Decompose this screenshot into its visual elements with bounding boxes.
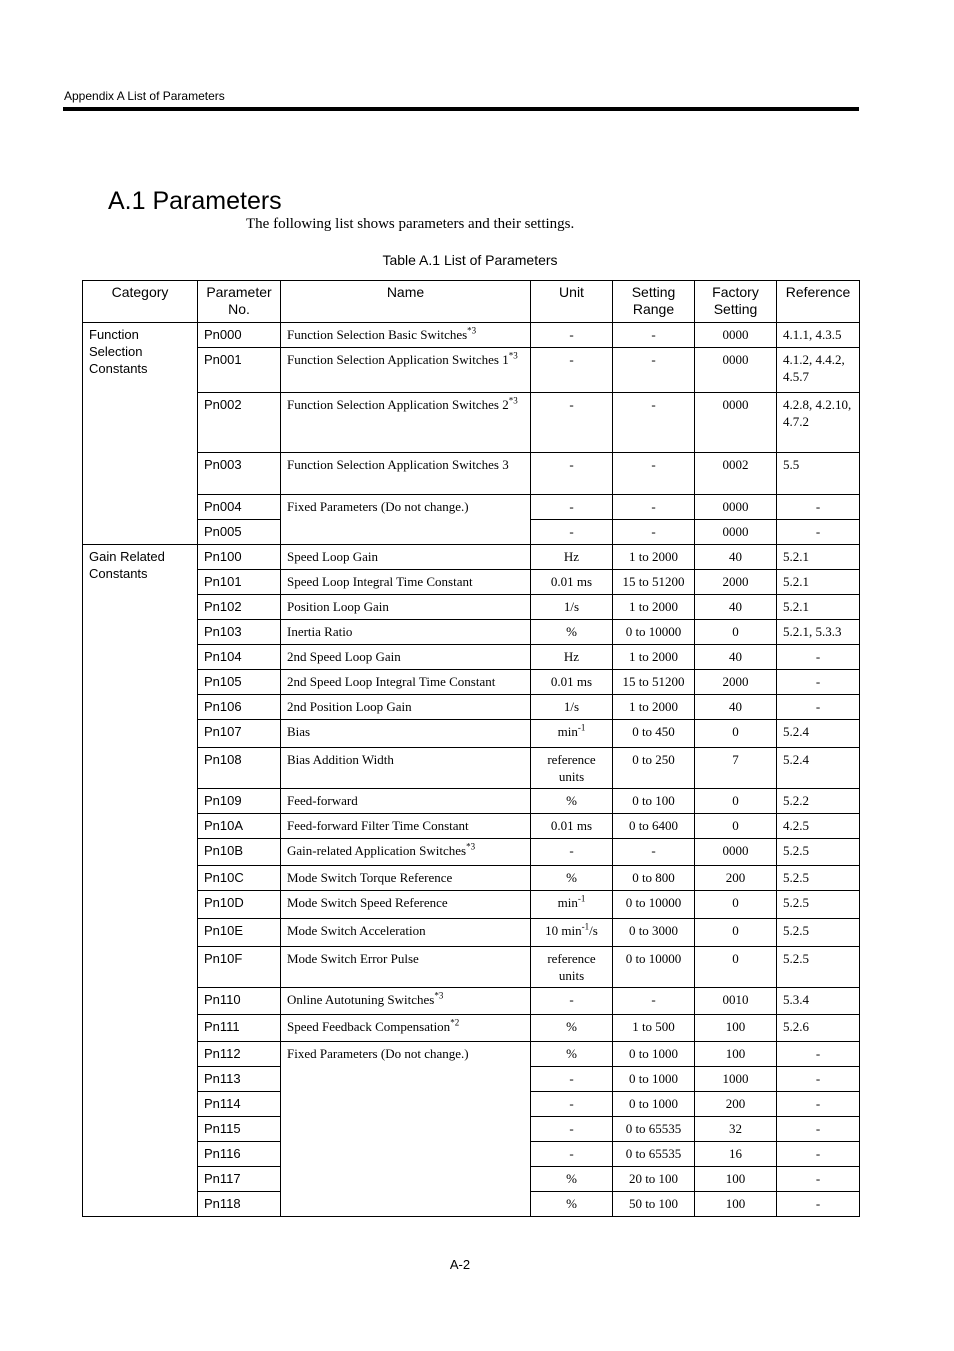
unit-text: % [566, 1171, 577, 1186]
table-row [83, 988, 860, 1015]
unit-tail: /s [589, 923, 598, 938]
parameter-name-cell [281, 988, 531, 1015]
setting-range-cell: - [613, 348, 695, 393]
reference-cell: 5.5 [777, 453, 860, 495]
parameter-name: Bias [287, 724, 311, 739]
unit-cell [531, 866, 613, 891]
parameter-no-cell: Pn10D [198, 891, 281, 919]
parameter-no-cell: Pn106 [198, 695, 281, 720]
unit-cell [531, 720, 613, 748]
unit-cell [531, 1142, 613, 1167]
reference-cell: - [777, 670, 860, 695]
unit-text: - [569, 1096, 574, 1111]
setting-range-cell: 0 to 1000 [613, 1042, 695, 1067]
reference-cell: 5.2.4 [777, 748, 860, 789]
parameter-no-cell: Pn003 [198, 453, 281, 495]
parameter-name: Fixed Parameters (Do not change.) [287, 1046, 469, 1061]
footnote-marker: *3 [508, 350, 518, 361]
unit-exponent: -1 [577, 893, 586, 904]
unit-text: 1/s [563, 699, 580, 714]
unit-cell [531, 1092, 613, 1117]
setting-range-cell: 0 to 3000 [613, 919, 695, 947]
parameter-name: Mode Switch Error Pulse [287, 951, 419, 966]
parameter-name: Feed-forward Filter Time Constant [287, 818, 469, 833]
unit-text: 0.01 ms [550, 574, 593, 589]
category-line: Gain Related [89, 549, 165, 564]
unit-text: - [569, 1146, 574, 1161]
parameter-name-cell [281, 814, 531, 839]
unit-text: % [566, 1019, 577, 1034]
setting-range-cell: 0 to 10000 [613, 947, 695, 988]
category-cell-function [83, 323, 198, 545]
unit-text: reference units [547, 752, 596, 784]
setting-range-cell: 1 to 2000 [613, 595, 695, 620]
table-row [83, 814, 860, 839]
parameter-no-cell: Pn110 [198, 988, 281, 1015]
parameter-name-cell [281, 620, 531, 645]
factory-setting-cell: 0000 [695, 393, 777, 453]
parameter-no-cell: Pn101 [198, 570, 281, 595]
parameter-name-cell [281, 645, 531, 670]
table-body [83, 323, 860, 1217]
setting-range-cell: 1 to 500 [613, 1015, 695, 1042]
factory-setting-cell: 0 [695, 720, 777, 748]
parameter-no-cell: Pn118 [198, 1192, 281, 1217]
reference-cell: 5.2.5 [777, 839, 860, 866]
table-row [83, 919, 860, 947]
factory-setting-cell: 100 [695, 1192, 777, 1217]
setting-range-cell: - [613, 520, 695, 545]
table-row [83, 866, 860, 891]
setting-range-cell: 0 to 65535 [613, 1142, 695, 1167]
unit-text: - [569, 524, 574, 539]
factory-setting-cell: 0000 [695, 495, 777, 520]
table-row [83, 695, 860, 720]
parameter-no-cell: Pn005 [198, 520, 281, 545]
setting-range-cell: - [613, 323, 695, 348]
parameter-name: Online Autotuning Switches [287, 992, 435, 1007]
unit-cell [531, 1167, 613, 1192]
unit-text: - [569, 1071, 574, 1086]
header-reference: Reference [777, 281, 860, 323]
reference-cell: - [777, 1142, 860, 1167]
footnote-marker: *3 [434, 990, 444, 1001]
table-row [83, 495, 860, 520]
unit-text: % [566, 870, 577, 885]
factory-setting-cell: 0002 [695, 453, 777, 495]
footnote-marker: *2 [450, 1017, 460, 1028]
header-rule [63, 107, 859, 111]
setting-range-cell: 50 to 100 [613, 1192, 695, 1217]
factory-setting-cell: 32 [695, 1117, 777, 1142]
factory-setting-cell: 0000 [695, 348, 777, 393]
parameter-name: Speed Loop Gain [287, 549, 378, 564]
parameter-name-cell [281, 789, 531, 814]
table-row [83, 545, 860, 570]
parameter-name-cell [281, 866, 531, 891]
setting-range-cell: - [613, 495, 695, 520]
reference-cell: 5.2.1, 5.3.3 [777, 620, 860, 645]
unit-exponent: -1 [577, 722, 586, 733]
factory-setting-cell: 100 [695, 1167, 777, 1192]
parameter-no-cell: Pn10A [198, 814, 281, 839]
unit-cell [531, 988, 613, 1015]
table-row [83, 570, 860, 595]
parameter-no-cell: Pn103 [198, 620, 281, 645]
setting-range-cell: 0 to 450 [613, 720, 695, 748]
unit-cell [531, 1117, 613, 1142]
table-row [83, 620, 860, 645]
factory-setting-cell: 100 [695, 1015, 777, 1042]
header-parameter-no-line2: No. [228, 301, 250, 317]
unit-exponent: -1 [581, 921, 590, 932]
header-setting-range-line1: Setting [631, 284, 676, 300]
parameter-no-cell: Pn10E [198, 919, 281, 947]
setting-range-cell: 15 to 51200 [613, 670, 695, 695]
table-row [83, 453, 860, 495]
factory-setting-cell: 2000 [695, 570, 777, 595]
footnote-marker: *3 [508, 395, 518, 406]
factory-setting-cell: 7 [695, 748, 777, 789]
header-name: Name [281, 281, 531, 323]
unit-text: 0.01 ms [550, 818, 593, 833]
header-factory-setting-line1: Factory [712, 284, 759, 300]
reference-cell: 5.2.5 [777, 947, 860, 988]
reference-cell: 5.2.1 [777, 545, 860, 570]
parameter-name-cell [281, 891, 531, 919]
parameter-no-cell: Pn114 [198, 1092, 281, 1117]
unit-text: reference units [547, 951, 596, 983]
table-row [83, 393, 860, 453]
parameter-name: Fixed Parameters (Do not change.) [287, 499, 469, 514]
unit-cell [531, 348, 613, 393]
unit-cell [531, 1067, 613, 1092]
unit-cell [531, 670, 613, 695]
reference-cell: 5.2.5 [777, 866, 860, 891]
unit-cell [531, 545, 613, 570]
unit-text: - [569, 397, 574, 412]
unit-cell [531, 570, 613, 595]
unit-cell [531, 839, 613, 866]
reference-cell: 4.1.1, 4.3.5 [777, 323, 860, 348]
table-row [83, 789, 860, 814]
parameter-name: Position Loop Gain [287, 599, 389, 614]
unit-cell [531, 1042, 613, 1067]
intro-text: The following list shows parameters and their settings. [246, 216, 575, 232]
factory-setting-cell: 0 [695, 789, 777, 814]
parameter-no-cell: Pn004 [198, 495, 281, 520]
page-number: A-2 [449, 1257, 471, 1272]
factory-setting-cell: 0 [695, 947, 777, 988]
reference-cell: - [777, 495, 860, 520]
header-parameter-no [198, 281, 281, 323]
unit-text: - [569, 352, 574, 367]
setting-range-cell: 0 to 800 [613, 866, 695, 891]
setting-range-cell: 0 to 1000 [613, 1067, 695, 1092]
unit-cell [531, 595, 613, 620]
reference-cell: - [777, 1192, 860, 1217]
parameter-name: Inertia Ratio [287, 624, 353, 639]
factory-setting-cell: 40 [695, 695, 777, 720]
parameter-name: Bias Addition Width [287, 752, 394, 767]
table-row [83, 348, 860, 393]
unit-text: % [566, 793, 577, 808]
unit-cell [531, 748, 613, 789]
factory-setting-cell: 0000 [695, 520, 777, 545]
category-line: Constants [89, 566, 148, 581]
parameter-name-cell [281, 748, 531, 789]
unit-text: - [569, 499, 574, 514]
reference-cell: 5.3.4 [777, 988, 860, 1015]
parameter-no-cell: Pn115 [198, 1117, 281, 1142]
setting-range-cell: 0 to 10000 [613, 620, 695, 645]
unit-cell [531, 814, 613, 839]
parameter-name: Speed Loop Integral Time Constant [287, 574, 473, 589]
parameter-no-cell: Pn113 [198, 1067, 281, 1092]
unit-text: - [569, 1121, 574, 1136]
parameter-name: Function Selection Basic Switches [287, 327, 468, 342]
parameter-no-cell: Pn117 [198, 1167, 281, 1192]
reference-cell: - [777, 1042, 860, 1067]
parameter-name: 2nd Position Loop Gain [287, 699, 412, 714]
unit-cell [531, 1192, 613, 1217]
unit-text: - [569, 992, 574, 1007]
unit-cell [531, 520, 613, 545]
parameter-name: Mode Switch Acceleration [287, 923, 426, 938]
unit-text: % [566, 624, 577, 639]
setting-range-cell: 0 to 6400 [613, 814, 695, 839]
unit-text: - [569, 327, 574, 342]
parameter-name-cell [281, 453, 531, 495]
category-line: Function [89, 327, 139, 342]
unit-cell [531, 453, 613, 495]
unit-cell [531, 620, 613, 645]
factory-setting-cell: 1000 [695, 1067, 777, 1092]
parameter-name-cell [281, 720, 531, 748]
header-parameter-no-line1: Parameter [206, 284, 272, 300]
unit-cell [531, 1015, 613, 1042]
reference-cell: 4.2.5 [777, 814, 860, 839]
parameter-name: Speed Feedback Compensation [287, 1019, 451, 1034]
parameter-no-cell: Pn112 [198, 1042, 281, 1067]
reference-cell: 5.2.2 [777, 789, 860, 814]
setting-range-cell: - [613, 839, 695, 866]
parameter-name-cell [281, 947, 531, 988]
parameter-no-cell: Pn000 [198, 323, 281, 348]
category-cell-gain [83, 545, 198, 1217]
parameter-no-cell: Pn108 [198, 748, 281, 789]
table-row [83, 720, 860, 748]
reference-cell: - [777, 1067, 860, 1092]
footnote-marker: *3 [467, 325, 477, 336]
reference-cell: 4.1.2, 4.4.2, 4.5.7 [777, 348, 860, 393]
header-unit: Unit [531, 281, 613, 323]
factory-setting-cell: 100 [695, 1042, 777, 1067]
parameter-no-cell: Pn102 [198, 595, 281, 620]
factory-setting-cell: 200 [695, 866, 777, 891]
reference-cell: - [777, 695, 860, 720]
factory-setting-cell: 0 [695, 620, 777, 645]
setting-range-cell: 15 to 51200 [613, 570, 695, 595]
setting-range-cell: - [613, 988, 695, 1015]
category-line: Selection [89, 344, 143, 359]
reference-cell: - [777, 520, 860, 545]
table-row [83, 645, 860, 670]
unit-text: - [569, 457, 574, 472]
parameter-no-cell: Pn109 [198, 789, 281, 814]
parameter-name: Mode Switch Speed Reference [287, 895, 448, 910]
reference-cell: 5.2.4 [777, 720, 860, 748]
parameter-no-cell: Pn001 [198, 348, 281, 393]
table-row [83, 323, 860, 348]
unit-text: % [566, 1046, 577, 1061]
parameter-no-cell: Pn105 [198, 670, 281, 695]
unit-text: Hz [563, 649, 580, 664]
parameter-name-cell [281, 348, 531, 393]
table-row [83, 748, 860, 789]
parameter-no-cell: Pn107 [198, 720, 281, 748]
header-setting-range [613, 281, 695, 323]
parameter-name-cell [281, 670, 531, 695]
table-row [83, 947, 860, 988]
parameter-no-cell: Pn002 [198, 393, 281, 453]
factory-setting-cell: 40 [695, 545, 777, 570]
section-title: A.1 Parameters [108, 186, 282, 215]
parameter-name-cell [281, 1015, 531, 1042]
header-category: Category [83, 281, 198, 323]
unit-cell [531, 947, 613, 988]
unit-text: min [557, 724, 578, 739]
parameter-no-cell: Pn111 [198, 1015, 281, 1042]
header-factory-setting-line2: Setting [713, 301, 758, 317]
parameter-no-cell: Pn10C [198, 866, 281, 891]
parameter-name-cell [281, 695, 531, 720]
factory-setting-cell: 0 [695, 814, 777, 839]
unit-cell [531, 695, 613, 720]
parameter-name: Function Selection Application Switches 3 [287, 457, 509, 472]
parameter-name-cell [281, 323, 531, 348]
header-factory-setting [695, 281, 777, 323]
parameter-name-cell [281, 1042, 531, 1217]
factory-setting-cell: 200 [695, 1092, 777, 1117]
reference-cell: 5.2.5 [777, 891, 860, 919]
running-head: Appendix A List of Parameters [64, 89, 225, 103]
setting-range-cell: 1 to 2000 [613, 545, 695, 570]
reference-cell: - [777, 1117, 860, 1142]
parameter-name: Function Selection Application Switches 2 [287, 397, 509, 412]
reference-cell: - [777, 645, 860, 670]
parameter-name: 2nd Speed Loop Gain [287, 649, 401, 664]
unit-cell [531, 393, 613, 453]
parameter-name-cell [281, 919, 531, 947]
unit-cell [531, 645, 613, 670]
unit-cell [531, 789, 613, 814]
parameter-no-cell: Pn10F [198, 947, 281, 988]
setting-range-cell: 0 to 1000 [613, 1092, 695, 1117]
reference-cell: 5.2.5 [777, 919, 860, 947]
parameter-name: Feed-forward [287, 793, 358, 808]
unit-cell [531, 919, 613, 947]
table-caption: Table A.1 List of Parameters [382, 252, 558, 268]
parameter-name-cell [281, 595, 531, 620]
table-row [83, 595, 860, 620]
reference-cell: 5.2.6 [777, 1015, 860, 1042]
footnote-marker: *3 [466, 841, 476, 852]
table-row [83, 1042, 860, 1067]
parameter-name-cell [281, 570, 531, 595]
reference-cell: - [777, 1092, 860, 1117]
unit-cell [531, 891, 613, 919]
unit-text: 10 min [545, 923, 582, 938]
parameter-no-cell: Pn116 [198, 1142, 281, 1167]
parameter-no-cell: Pn100 [198, 545, 281, 570]
setting-range-cell: 1 to 2000 [613, 645, 695, 670]
reference-cell: 4.2.8, 4.2.10, 4.7.2 [777, 393, 860, 453]
unit-text: 1/s [563, 599, 580, 614]
parameter-name-cell [281, 839, 531, 866]
unit-text: 0.01 ms [550, 674, 593, 689]
unit-cell [531, 495, 613, 520]
setting-range-cell: 0 to 250 [613, 748, 695, 789]
parameters-table [82, 280, 860, 1217]
setting-range-cell: 0 to 100 [613, 789, 695, 814]
reference-cell: 5.2.1 [777, 570, 860, 595]
table-row [83, 891, 860, 919]
parameter-name-cell [281, 545, 531, 570]
factory-setting-cell: 0010 [695, 988, 777, 1015]
parameter-name-cell [281, 393, 531, 453]
parameter-name: Gain-related Application Switches [287, 843, 467, 858]
parameter-name: Function Selection Application Switches 1 [287, 352, 509, 367]
table-row [83, 670, 860, 695]
reference-cell: 5.2.1 [777, 595, 860, 620]
setting-range-cell: - [613, 393, 695, 453]
category-line: Constants [89, 361, 148, 376]
parameter-no-cell: Pn10B [198, 839, 281, 866]
setting-range-cell: 1 to 2000 [613, 695, 695, 720]
parameter-name: Mode Switch Torque Reference [287, 870, 453, 885]
setting-range-cell: 0 to 65535 [613, 1117, 695, 1142]
factory-setting-cell: 2000 [695, 670, 777, 695]
setting-range-cell: - [613, 453, 695, 495]
reference-cell: - [777, 1167, 860, 1192]
factory-setting-cell: 0000 [695, 839, 777, 866]
header-setting-range-line2: Range [632, 301, 675, 317]
parameter-no-cell: Pn104 [198, 645, 281, 670]
parameter-name: 2nd Speed Loop Integral Time Constant [287, 674, 496, 689]
unit-text: - [569, 843, 574, 858]
setting-range-cell: 0 to 10000 [613, 891, 695, 919]
factory-setting-cell: 40 [695, 645, 777, 670]
unit-cell [531, 323, 613, 348]
unit-text: % [566, 1196, 577, 1211]
factory-setting-cell: 16 [695, 1142, 777, 1167]
table-row [83, 839, 860, 866]
factory-setting-cell: 0000 [695, 323, 777, 348]
table-header-row [83, 281, 860, 323]
unit-text: Hz [563, 549, 580, 564]
unit-text: min [557, 895, 578, 910]
setting-range-cell: 20 to 100 [613, 1167, 695, 1192]
table-row [83, 1015, 860, 1042]
factory-setting-cell: 0 [695, 891, 777, 919]
parameter-name-cell [281, 495, 531, 545]
factory-setting-cell: 40 [695, 595, 777, 620]
factory-setting-cell: 0 [695, 919, 777, 947]
